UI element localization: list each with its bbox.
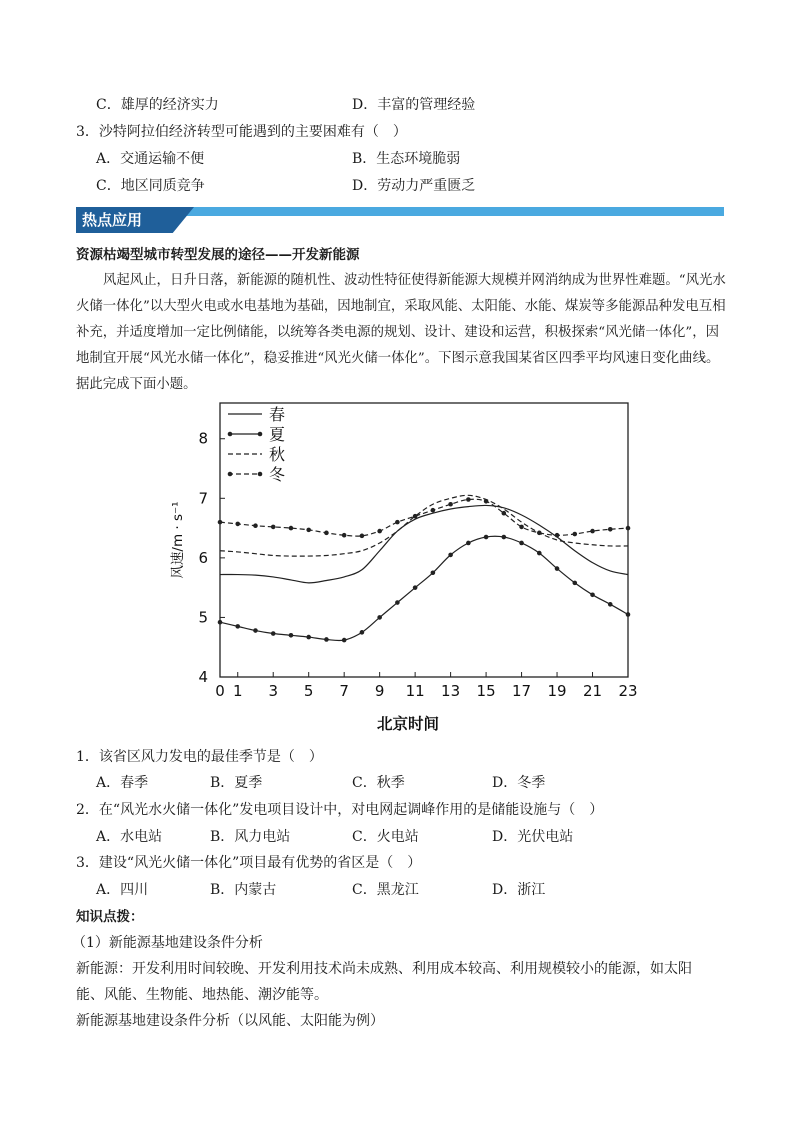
series-4-point: [448, 502, 453, 507]
q2-option-c[interactable]: C．火电站: [352, 829, 419, 845]
x-axis-label: 北京时间: [376, 715, 440, 733]
section-banner: [76, 207, 724, 233]
series-2-point: [448, 553, 453, 558]
legend-label-4: 冬: [269, 465, 286, 484]
x-tick-label: 9: [374, 682, 385, 700]
series-2-point: [306, 635, 311, 640]
knowledge-heading: 知识点拨：: [76, 909, 144, 925]
axis-layer: [169, 403, 638, 733]
series-4-point: [360, 534, 365, 539]
series-4-point: [413, 514, 418, 519]
q1-option-b[interactable]: B．夏季: [210, 775, 263, 791]
q3-option-c[interactable]: C．黑龙江: [352, 882, 419, 898]
q1-stem: 1．该省区风力发电的最佳季节是（ ）: [76, 749, 323, 765]
series-4-point: [608, 527, 613, 532]
passage-text: 风起风止，日升日落，新能源的随机性、波动性特征使得新能源大规模并网消纳成为世界性难题。“风光水火储一体化”以大型火电或水电基地为基础，因地制宜，采取风能、太阳能、水能、煤炭等多能源品种发电互相补充，并适度增加一定比例储能，以统筹各类电源的规划、设计、建设和运营，积极探索“风光储一体化”，因地制宜开展“风光水储一体化”，稳妥推进“风光火储一体化”。下图示意我国某省区四季平均风速日变化曲线。据此完成下面小题。: [76, 273, 726, 392]
series-2-point: [537, 551, 542, 556]
series-4-point: [342, 533, 347, 538]
q2-option-b[interactable]: B．风力电站: [210, 829, 291, 845]
banner-label: 热点应用: [82, 211, 143, 229]
series-2-point: [466, 541, 471, 546]
series-4-point: [466, 497, 471, 502]
x-tick-label: 23: [618, 682, 638, 700]
legend-marker: [228, 432, 233, 437]
series-2-point: [519, 541, 524, 546]
series-2-point: [413, 585, 418, 590]
q1-option-c[interactable]: C．秋季: [352, 775, 405, 791]
knowledge-subheading-1: （1）新能源基地建设条件分析: [72, 935, 263, 951]
x-tick-label: 15: [476, 682, 496, 700]
series-4-point: [253, 523, 258, 528]
series-2-point: [253, 628, 258, 633]
wind-speed-chart: [150, 395, 650, 740]
series-2-point: [271, 631, 276, 636]
series-4-point: [572, 532, 577, 537]
series-line-3: [220, 495, 628, 556]
series-2-point: [502, 535, 507, 540]
series-4-point: [537, 531, 542, 536]
x-tick-label: 11: [405, 682, 425, 700]
knowledge-definition-line-2: 能、风能、生物能、地热能、潮汐能等。: [76, 987, 328, 1003]
series-2-point: [484, 535, 489, 540]
series-2-point: [431, 570, 436, 575]
x-tick-label: 21: [582, 682, 603, 700]
series-4-point: [484, 499, 489, 504]
x-tick-label: 0: [215, 682, 225, 700]
x-tick-label: 17: [512, 682, 532, 700]
q3-option-b[interactable]: B．内蒙古: [210, 882, 277, 898]
legend-marker: [258, 432, 263, 437]
series-2-point: [342, 638, 347, 643]
series-4-point: [395, 520, 400, 525]
series-2-point: [555, 566, 560, 571]
q3-option-d[interactable]: D．浙江: [492, 882, 546, 898]
y-axis-label: 风速/m · s⁻¹: [170, 501, 186, 579]
series-line-2: [220, 536, 628, 640]
series-2-point: [289, 633, 294, 638]
q2-option-d[interactable]: D．光伏电站: [492, 829, 574, 845]
prev-q3-option-b[interactable]: B．生态环境脆弱: [352, 151, 461, 167]
y-tick-label: 6: [198, 548, 208, 567]
series-4-point: [502, 511, 507, 516]
series-4-point: [590, 529, 595, 534]
x-tick-label: 3: [268, 682, 278, 700]
series-2-point: [590, 593, 595, 598]
series-2-point: [395, 600, 400, 605]
series-4-point: [306, 528, 311, 533]
q2-option-a[interactable]: A．水电站: [96, 829, 163, 845]
series-4-point: [555, 533, 560, 538]
series-4-point: [324, 531, 329, 536]
legend-label-1: 春: [269, 405, 286, 424]
knowledge-definition-line-1: 新能源：开发利用时间较晚、开发利用技术尚未成熟、利用成本较高、利用规模较小的能源，如太阳: [76, 961, 692, 977]
x-tick-label: 1: [232, 682, 243, 700]
x-tick-label: 5: [303, 682, 314, 700]
prev-q2-option-c[interactable]: C．雄厚的经济实力: [96, 97, 219, 113]
y-tick-label: 5: [198, 608, 208, 627]
series-2-point: [360, 630, 365, 635]
x-tick-label: 13: [441, 682, 461, 700]
series-line-4: [220, 499, 628, 536]
series-2-point: [235, 624, 240, 629]
series-2-point: [608, 602, 613, 607]
x-tick-label: 7: [339, 682, 349, 700]
section-title: 资源枯竭型城市转型发展的途径——开发新能源: [76, 247, 360, 263]
q3-option-a[interactable]: A．四川: [96, 882, 149, 898]
series-4-point: [235, 522, 240, 527]
series-2-point: [324, 637, 329, 642]
y-tick-label: 7: [198, 489, 208, 508]
legend-label-2: 夏: [269, 425, 286, 444]
x-tick-label: 19: [547, 682, 567, 700]
q1-option-d[interactable]: D．冬季: [492, 775, 546, 791]
legend-marker: [258, 472, 263, 477]
legend-marker: [228, 472, 233, 477]
series-2-point: [572, 581, 577, 586]
series-4-point: [519, 525, 524, 530]
prev-q3-stem: 3．沙特阿拉伯经济转型可能遇到的主要困难有（ ）: [76, 124, 407, 140]
q3-stem: 3．建设“风光火储一体化”项目最有优势的省区是（ ）: [76, 855, 422, 871]
prev-q2-option-d[interactable]: D．丰富的管理经验: [352, 97, 476, 113]
y-tick-label: 8: [198, 429, 208, 448]
q2-stem: 2．在“风光水火储一体化”发电项目设计中，对电网起调峰作用的是储能设施与（ ）: [76, 802, 604, 818]
series-4-point: [431, 508, 436, 513]
series-2-point: [377, 615, 382, 620]
q1-option-a[interactable]: A．春季: [96, 775, 149, 791]
series-4-point: [271, 525, 276, 530]
series-4-point: [377, 529, 382, 534]
knowledge-subheading-2: 新能源基地建设条件分析（以风能、太阳能为例）: [76, 1013, 384, 1029]
plot-area: [218, 495, 631, 642]
prev-q3-option-a[interactable]: A．交通运输不便: [96, 151, 205, 167]
chart-legend: [228, 405, 285, 484]
legend-label-3: 秋: [269, 445, 286, 464]
y-tick-label: 4: [198, 668, 208, 686]
series-line-1: [220, 505, 628, 582]
prev-q3-option-c[interactable]: C．地区同质竞争: [96, 178, 205, 194]
series-4-point: [289, 526, 294, 531]
prev-q3-option-d[interactable]: D．劳动力严重匮乏: [352, 178, 476, 194]
